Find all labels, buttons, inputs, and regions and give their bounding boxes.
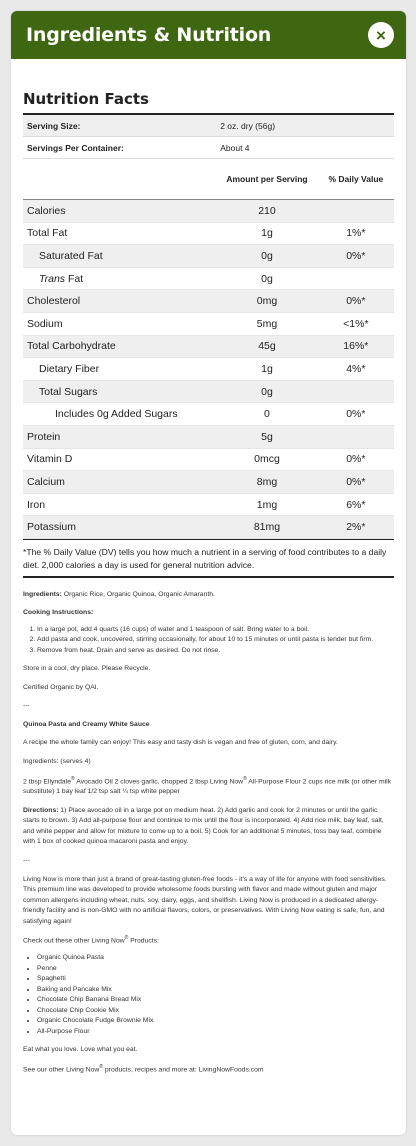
recipe-ingredients: [23, 776, 394, 798]
nutrient-dv: 0%*: [318, 471, 394, 494]
see-more-link[interactable]: products, recipes and more at: LivingNowFoods.com: [103, 1066, 264, 1074]
nutrient-amount: 1g: [216, 222, 318, 245]
separator: ---: [23, 856, 30, 864]
nutrient-row-added-sugars: [23, 403, 394, 426]
ingredients-paragraph: [23, 590, 394, 601]
nutrient-row-total-fat: [23, 222, 394, 245]
column-header-row: [23, 159, 394, 200]
nutrient-dv: 16%*: [318, 335, 394, 358]
recipe-serves: Ingredients: (serves 4): [23, 758, 91, 765]
products-list: [23, 953, 394, 1037]
nutrient-name: Iron: [23, 493, 216, 516]
cooking-step: 2. Add pasta and cook, uncovered, stirring occasionally, for about 10 to 15 minutes or until pasta is tender but firm.: [37, 635, 394, 646]
registered-mark: ®: [124, 935, 129, 942]
nutrient-name: Total Fat: [23, 222, 216, 245]
registered-mark: ®: [71, 775, 75, 782]
cooking-steps: [23, 625, 394, 657]
nutrient-amount: 45g: [216, 335, 318, 358]
modal-header: [11, 11, 406, 59]
registered-mark: ®: [99, 1063, 104, 1070]
see-more-text: See our other Living Now: [23, 1066, 100, 1074]
nutrient-name: Cholesterol: [23, 290, 216, 313]
nutrient-name: Potassium: [23, 516, 216, 539]
product-item: • Spaghetti: [37, 974, 394, 985]
modal-title: Ingredients & Nutrition: [26, 24, 272, 46]
products-intro: [23, 935, 394, 947]
nutrient-row-trans-fat: [23, 267, 394, 290]
servings-row: [23, 137, 394, 159]
close-icon[interactable]: ×: [368, 22, 394, 48]
ingredients-label: Ingredients:: [23, 590, 62, 598]
nutrient-amount: 0g: [216, 267, 318, 290]
registered-mark: ®: [243, 775, 247, 782]
nutrient-amount: 0g: [216, 380, 318, 403]
amount-column-header: Amount per Serving: [216, 159, 318, 200]
nutrient-name: Includes 0g Added Sugars: [23, 403, 216, 426]
nutrient-name: Total Sugars: [23, 380, 216, 403]
product-item: • Organic Chocolate Fudge Brownie Mix: [37, 1016, 394, 1027]
directions-text: 1) Place avocado oil in a large pot on medium heat. 2) Add garlic and cook for 2 minutes or until the garlic starts to brown. 3) Add all-purpose flour and continue to mix until the flour is incorporated. 4) Add rice milk, bay leaf, salt, and white pepper and allow for mixture to come up to a boil. 5) Cook for an additional 5 minutes, toss bay leaf, combine with 1 box of cooked quinoa macaroni pasta and enjoy.: [23, 806, 384, 846]
product-item: • Chocolate Chip Cookie Mix: [37, 1006, 394, 1017]
nutrition-facts-title: Nutrition Facts: [23, 90, 394, 115]
nutrient-name: Protein: [23, 425, 216, 448]
recipe-title-text: Quinoa Pasta and Creamy White Sauce: [23, 720, 150, 728]
dv-footnote: *The % Daily Value (DV) tells you how much a nutrient in a serving of food contributes to a daily diet. 2,000 calories a day is used for general nutrition advice.: [23, 539, 394, 578]
recipe-intro: A recipe the whole family can enjoy! This easy and tasty dish is vegan and free of gluten, corn, and dairy.: [23, 739, 338, 747]
products-intro-text: Products:: [128, 937, 159, 945]
nutrient-amount: 0: [216, 403, 318, 426]
serving-size-label: Serving Size:: [23, 115, 216, 137]
nutrient-name: Total Carbohydrate: [23, 335, 216, 358]
recipe-ing-part: All-Purpose Flour 2 cups rice milk (or other milk substitute) 1 bay leaf 1/2 tsp salt ¼ tsp white pepper: [23, 777, 392, 796]
nutrient-dv: 1%*: [318, 222, 394, 245]
recipe-ing-part: Avocado Oil 2 cloves garlic, chopped 2 tbsp Living Now: [74, 777, 244, 785]
nutrient-amount: 8mg: [216, 471, 318, 494]
nutrient-name: Trans Fat: [23, 267, 216, 290]
nutrient-row-iron: [23, 493, 394, 516]
dv-column-header: % Daily Value: [318, 159, 394, 200]
cooking-label: [23, 608, 394, 619]
nutrient-row-total-carbohydrate: [23, 335, 394, 358]
servings-label: Servings Per Container:: [23, 137, 216, 159]
nutrient-name: Sodium: [23, 312, 216, 335]
tagline: Eat what you love. Love what you eat.: [23, 1046, 138, 1054]
nutrition-modal: [11, 11, 406, 1135]
servings-value: About 4: [216, 137, 394, 159]
recipe-title: [23, 720, 394, 731]
see-more: [23, 1064, 394, 1076]
nutrient-amount: 81mg: [216, 516, 318, 539]
nutrient-amount: 0mg: [216, 290, 318, 313]
nutrient-amount: 1mg: [216, 493, 318, 516]
nutrient-row-total-sugars: [23, 380, 394, 403]
nutrient-dv: [318, 200, 394, 223]
product-item: • Penne: [37, 964, 394, 975]
nutrient-row-vitamin-d: [23, 448, 394, 471]
nutrient-dv: [318, 425, 394, 448]
nutrient-name: Vitamin D: [23, 448, 216, 471]
separator: ---: [23, 702, 30, 710]
nutrient-row-dietary-fiber: [23, 358, 394, 381]
nutrient-row-calories: [23, 200, 394, 223]
cooking-step: 1. In a large pot, add 4 quarts (16 cups) of water and 1 teaspoon of salt. Bring water to a boil.: [37, 625, 394, 636]
nutrient-dv: 0%*: [318, 245, 394, 268]
recipe-directions: [23, 806, 394, 848]
brand-paragraph: Living Now is more than just a brand of great-tasting gluten-free foods - it's a way of life for anyone with food sensitivities. This premium line was developed to provide wholesome foods bursting with flavor and made without gluten and major common allergens including wheat, nuts, soy, dairy, eggs, and shellfish. Living Now is produced in a dedicated allergy-friendly facility and is non-GMO with no artificial flavors, colors, or preservatives. With Living Now eating is safe, fun, and satisfying again!: [23, 875, 387, 925]
cooking-step: 3. Remove from heat. Drain and serve as desired. Do not rinse.: [37, 646, 394, 657]
nutrient-dv: 0%*: [318, 448, 394, 471]
nutrient-name: Dietary Fiber: [23, 358, 216, 381]
ingredients-text: Organic Rice, Organic Quinoa, Organic Amaranth.: [63, 590, 215, 598]
nutrient-dv: 4%*: [318, 358, 394, 381]
nutrient-dv: 0%*: [318, 290, 394, 313]
nutrient-amount: 0g: [216, 245, 318, 268]
nutrient-row-sodium: [23, 312, 394, 335]
nutrient-dv: 6%*: [318, 493, 394, 516]
nutrient-amount: 0mcg: [216, 448, 318, 471]
nutrient-amount: 5g: [216, 425, 318, 448]
nutrition-table: [23, 115, 394, 539]
nutrient-name: Calcium: [23, 471, 216, 494]
nutrient-amount: 5mg: [216, 312, 318, 335]
directions-label: Directions:: [23, 806, 59, 814]
nutrient-dv: 0%*: [318, 403, 394, 426]
nutrient-dv: [318, 267, 394, 290]
trans-italic: Trans: [39, 272, 66, 285]
cooking-label-text: Cooking Instructions:: [23, 609, 94, 617]
product-item: • All-Purpose Flour: [37, 1027, 394, 1038]
nutrient-dv: <1%*: [318, 312, 394, 335]
nutrient-dv: [318, 380, 394, 403]
products-intro-text: Check out these other Living Now: [23, 937, 125, 945]
nutrient-row-protein: [23, 425, 394, 448]
nutrient-name: Saturated Fat: [23, 245, 216, 268]
serving-size-row: [23, 115, 394, 137]
product-item: • Organic Quinoa Pasta: [37, 953, 394, 964]
nutrient-row-calcium: [23, 471, 394, 494]
nutrient-dv: 2%*: [318, 516, 394, 539]
modal-content: [11, 90, 406, 1076]
recipe-ing-part: 2 tbsp Ellyndale: [23, 777, 71, 785]
product-description: [23, 590, 394, 1076]
nutrient-name: Calories: [23, 200, 216, 223]
certified-text: Certified Organic by QAI.: [23, 683, 99, 691]
storage-text: Store in a cool, dry place. Please Recycle.: [23, 665, 151, 673]
nutrient-amount: 210: [216, 200, 318, 223]
nutrient-row-cholesterol: [23, 290, 394, 313]
nutrient-row-saturated-fat: [23, 245, 394, 268]
nutrient-amount: 1g: [216, 358, 318, 381]
product-item: • Chocolate Chip Banana Bread Mix: [37, 995, 394, 1006]
nutrient-row-potassium: [23, 516, 394, 539]
product-item: • Baking and Pancake Mix: [37, 985, 394, 996]
serving-size-value: 2 oz. dry (56g): [216, 115, 394, 137]
